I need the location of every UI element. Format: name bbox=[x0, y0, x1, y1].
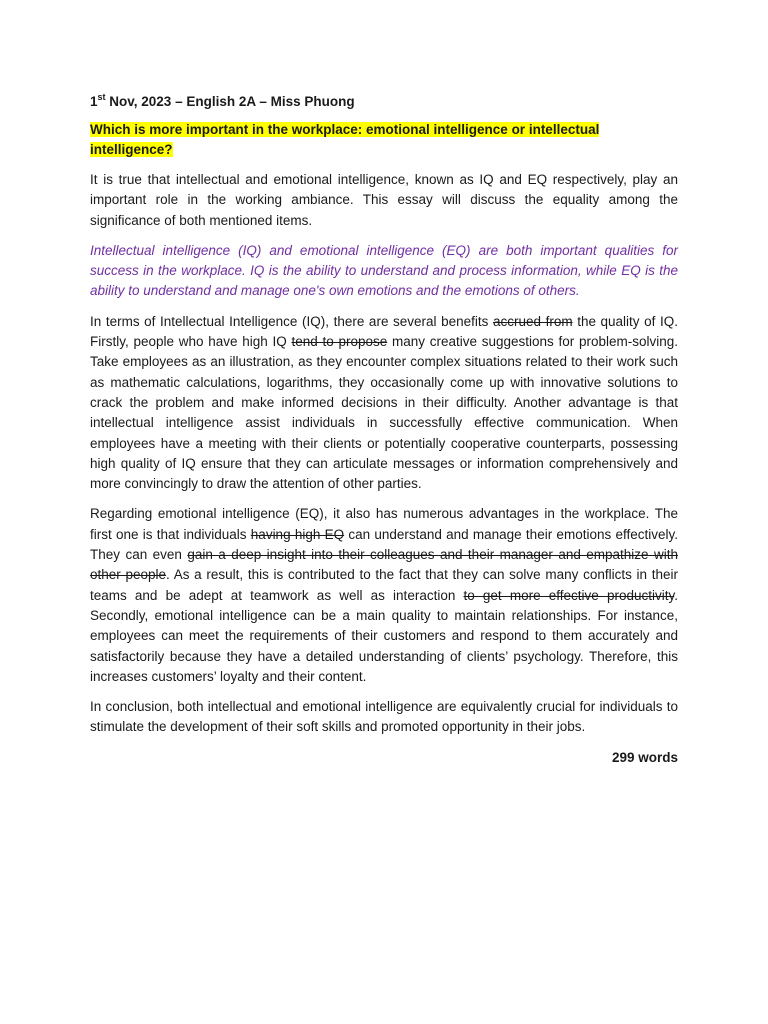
body2-text-2: can understand and manage their emotions effectively. They can even bbox=[90, 526, 678, 563]
word-count: 299 words bbox=[611, 749, 678, 765]
body-paragraph-eq bbox=[90, 504, 678, 687]
body1-text-3: many creative suggestions for problem-solving. Take employees as an illustration, as they encounter complex situations related to their work such as mathematic calculations, logarithms, they occasionally come up with innovative solutions to crack the problem and make informed decisions in their difficulty. Another advantage is that intellectual intelligence assist individuals in successfully effective communication. When employees have a meeting with their clients or potentially cooperative counterparts, possessing high quality of IQ ensure that they can articulate messages or information comprehensively and more convincingly to draw the attention of other parties. bbox=[90, 334, 678, 492]
conclusion-paragraph: In conclusion, both intellectual and emotional intelligence are equivalently crucial for individuals to stimulate the development of their soft skills and promoted opportunity in their jobs. bbox=[90, 699, 678, 735]
body2-text-1: Regarding emotional intelligence (EQ), it also has numerous advantages in the workplace. The first one is that individuals bbox=[90, 506, 678, 542]
body2-text-3: . As a result, this is contributed to the fact that they can solve many conflicts in their teams and be adept at teamwork as well as interaction bbox=[90, 567, 679, 603]
body1-strikethrough-2: tend to propose bbox=[291, 334, 388, 350]
header-day: 1 bbox=[90, 94, 98, 109]
body2-strikethrough-2: gain a deep insight into their colleagues and their manager and empathize with other people bbox=[90, 547, 678, 583]
body2-strikethrough-1: having high EQ bbox=[250, 526, 345, 542]
body1-text-1: In terms of Intellectual Intelligence (IQ), there are several benefits bbox=[90, 313, 493, 329]
body2-strikethrough-3: to get more effective productivity bbox=[463, 587, 675, 603]
body-paragraph-iq bbox=[90, 312, 678, 495]
body1-text-2: the quality of IQ. Firstly, people who have high IQ bbox=[90, 313, 678, 350]
body1-strikethrough-1: accrued from bbox=[493, 313, 573, 329]
question-highlight: Which is more important in the workplace: emotional intelligence or intellectual intelligence? bbox=[90, 122, 600, 157]
intro-paragraph: It is true that intellectual and emotional intelligence, known as IQ and EQ respectively, play an important role in the working ambiance. This essay will discuss the equality among the significance of both mentioned items. bbox=[90, 172, 678, 228]
header-rest: Nov, 2023 – English 2A – Miss Phuong bbox=[105, 94, 355, 109]
essay-question bbox=[90, 120, 678, 160]
definition-paragraph: Intellectual intelligence (IQ) and emotional intelligence (EQ) are both important qualities for success in the workplace. IQ is the ability to understand and process information, while EQ is the ability to understand and manage one's own emotions and the emotions of others. bbox=[90, 242, 678, 299]
document-header bbox=[90, 92, 678, 112]
header-day-suffix: st bbox=[97, 91, 106, 102]
body2-text-4: . Secondly, emotional intelligence can be a main quality to maintain relationships. For instance, employees can meet the requirements of their customers and respond to them accurately and satisfactorily because they have a detailed understanding of clients’ psychology. Therefore, this increases customers’ loyalty and their content. bbox=[90, 587, 678, 684]
